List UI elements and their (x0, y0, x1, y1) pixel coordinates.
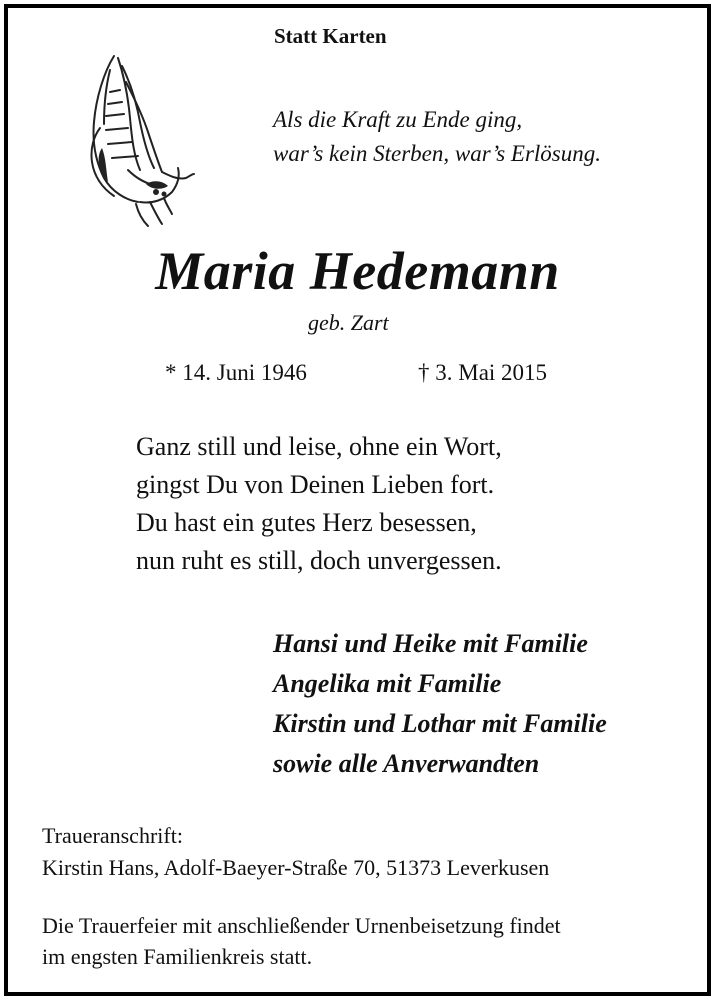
poem (136, 428, 502, 580)
address-text: Kirstin Hans, Adolf-Baeyer-Straße 70, 51373 Leverkusen (42, 855, 550, 880)
ceremony-line: im engsten Familienkreis statt. (42, 944, 313, 969)
poem-line: Du hast ein gutes Herz besessen, (136, 508, 477, 537)
address-label: Traueranschrift: (42, 823, 183, 848)
poem-line: Ganz still und leise, ohne ein Wort, (136, 432, 502, 461)
death-date: † 3. Mai 2015 (418, 360, 548, 385)
motto-line: war’s kein Sterben, war’s Erlösung. (273, 141, 601, 166)
mourner-entry: Hansi und Heike mit Familie (273, 629, 588, 658)
praying-hands-icon (66, 52, 196, 230)
mourner-entry: sowie alle Anverwandten (273, 749, 540, 778)
mourners-list (273, 624, 607, 784)
motto-line: Als die Kraft zu Ende ging, (273, 107, 523, 132)
birth-date: * 14. Juni 1946 (165, 360, 307, 385)
poem-line: gingst Du von Deinen Lieben fort. (136, 470, 495, 499)
maiden-name: geb. Zart (308, 310, 389, 335)
obituary-card (4, 4, 711, 996)
motto-verse (273, 103, 601, 171)
header-title: Statt Karten (274, 24, 387, 48)
deceased-name: Maria Hedemann (155, 241, 560, 301)
ceremony-notice (42, 910, 682, 972)
ceremony-line: Die Trauerfeier mit anschließender Urnenbeisetzung findet (42, 913, 561, 938)
mourner-entry: Angelika mit Familie (273, 669, 502, 698)
poem-line: nun ruht es still, doch unvergessen. (136, 546, 502, 575)
mourning-address (42, 820, 549, 884)
mourner-entry: Kirstin und Lothar mit Familie (273, 709, 607, 738)
